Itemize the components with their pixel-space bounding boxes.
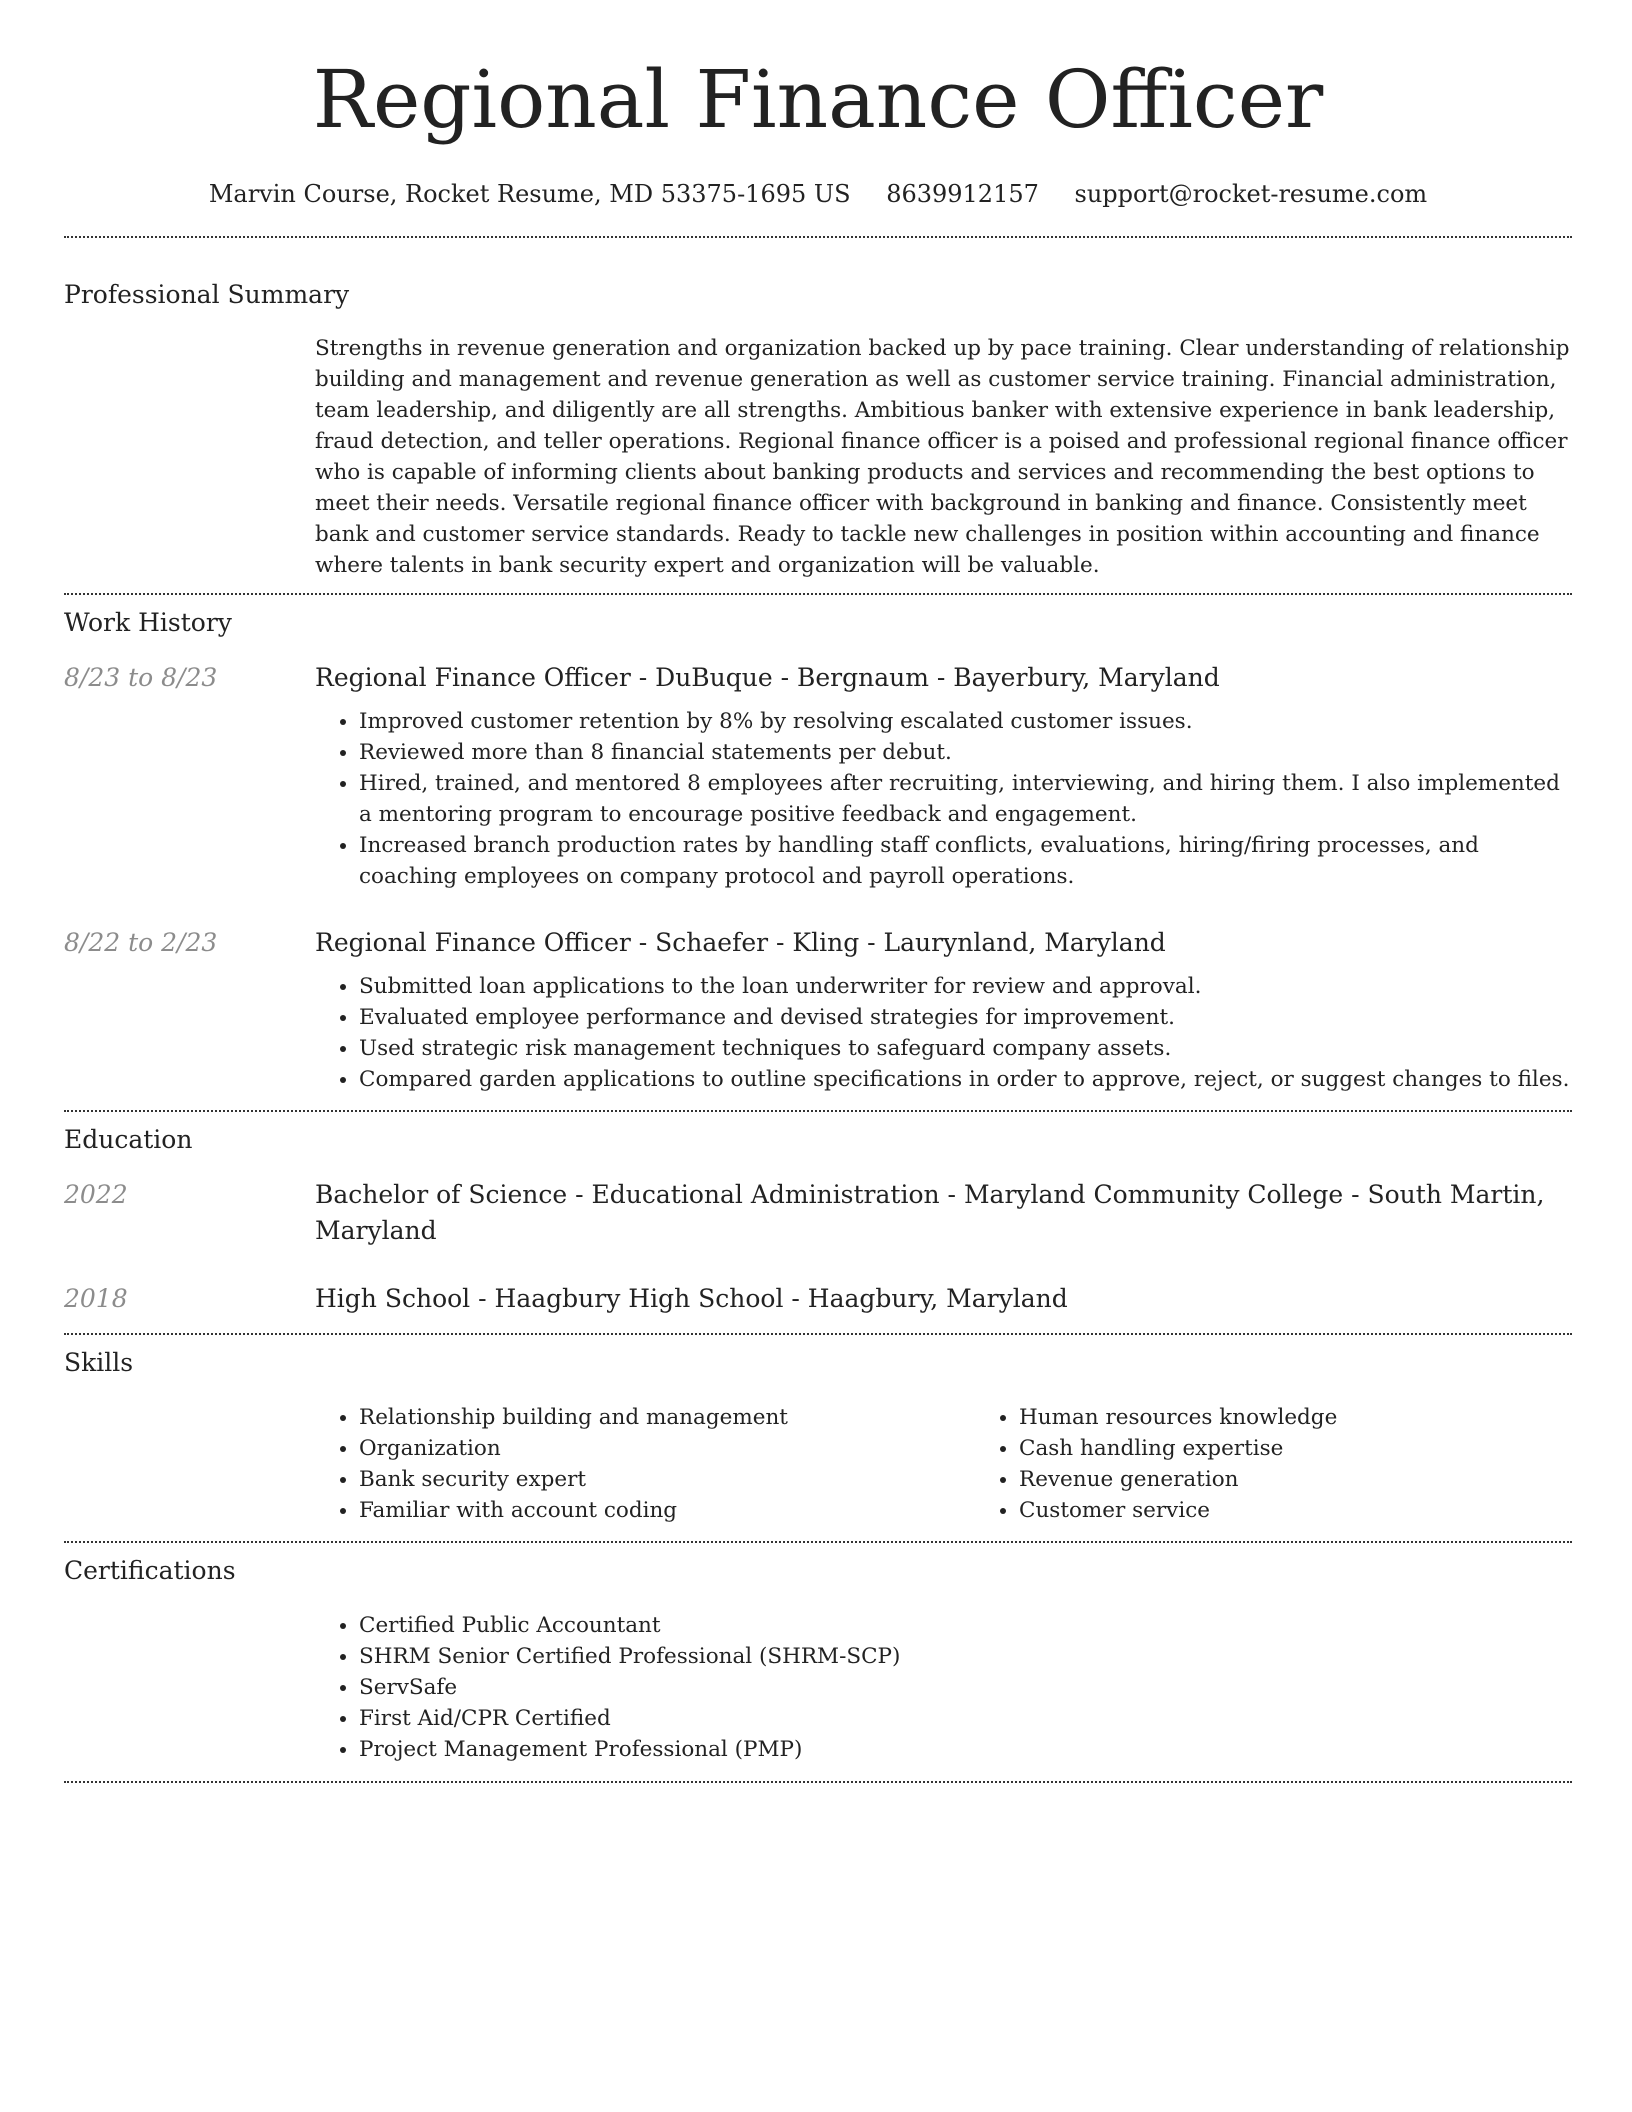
resume-page [64, 0, 1572, 1783]
certification-item: • Certified Public Accountant [359, 1610, 1572, 1641]
job-bullets [315, 971, 1572, 1095]
certification-item: • First Aid/CPR Certified [359, 1703, 1572, 1734]
summary-section [64, 238, 1572, 581]
job-bullet: • Hired, trained, and mentored 8 employees after recruiting, interviewing, and hiring them. I also implemented a mentoring program to encourage positive feedback and engagement. [359, 768, 1572, 830]
work-history-section [64, 595, 1572, 1095]
job-details: - Schaefer - Kling - Laurynland, Maryland [630, 928, 1166, 957]
certification-item: • SHRM Senior Certified Professional (SHRM-SCP) [359, 1641, 1572, 1672]
skills-heading: Skills [64, 1348, 134, 1377]
skill-item: • Human resources knowledge [1019, 1402, 1632, 1433]
job-bullet: • Evaluated employee performance and devised strategies for improvement. [359, 1002, 1572, 1033]
certification-item: • Project Management Professional (PMP) [359, 1734, 1572, 1765]
education-details: - Maryland Community College - South Martin, Maryland [315, 1180, 1545, 1245]
education-degree: High School [315, 1284, 471, 1313]
contact-email: support@rocket-resume.com [1074, 180, 1428, 208]
contact-phone: 8639912157 [886, 180, 1039, 208]
skills-list-left [315, 1402, 975, 1526]
job-bullet: • Compared garden applications to outline specifications in order to approve, reject, or suggest changes to files. [359, 1064, 1572, 1095]
education-entry [64, 1177, 1572, 1249]
job-bullet: • Increased branch production rates by handling staff conflicts, evaluations, hiring/firing processes, and coaching employees on company protocol and payroll operations. [359, 830, 1572, 892]
contact-line [64, 178, 1572, 210]
education-entry [64, 1281, 1572, 1317]
job-dates: 8/22 to 2/23 [64, 928, 218, 957]
work-history-heading: Work History [64, 608, 232, 637]
job-bullet: • Submitted loan applications to the loan underwriter for review and approval. [359, 971, 1572, 1002]
summary-text: Strengths in revenue generation and organization backed up by pace training. Clear understanding of relationship building and management and revenue generation as well as customer service training. Financial administration, team leadership, and diligently are all strengths. Ambitious banker with extensive experience in bank leadership, fraud detection, and teller operations. Regional finance officer is a poised and professional regional finance officer who is capable of informing clients about banking products and services and recommending the best options to meet their needs. Versatile regional finance officer with background in banking and finance. Consistently meet bank and customer service standards. Ready to tackle new challenges in position within accounting and finance where talents in bank security expert and organization will be valuable. [315, 336, 1570, 578]
job-entry [64, 925, 1572, 1095]
job-bullets [315, 706, 1572, 892]
education-year: 2022 [64, 1180, 128, 1209]
skill-item: • Familiar with account coding [359, 1495, 975, 1526]
job-details: - DuBuque - Bergnaum - Bayerbury, Maryland [630, 663, 1220, 692]
summary-heading: Professional Summary [64, 280, 350, 309]
contact-address: Marvin Course, Rocket Resume, MD 53375-1695 US [208, 180, 851, 208]
certifications-section [64, 1543, 1572, 1765]
job-bullet: • Reviewed more than 8 financial statements per debut. [359, 737, 1572, 768]
skill-item: • Revenue generation [1019, 1464, 1632, 1495]
job-dates: 8/23 to 8/23 [64, 663, 218, 692]
job-role: Regional Finance Officer [315, 928, 631, 957]
job-bullet: • Improved customer retention by 8% by resolving escalated customer issues. [359, 706, 1572, 737]
education-heading: Education [64, 1125, 193, 1154]
job-entry [64, 660, 1572, 892]
certifications-heading: Certifications [64, 1556, 236, 1585]
education-heading-line [315, 1281, 1572, 1317]
job-bullet: • Used strategic risk management techniques to safeguard company assets. [359, 1033, 1572, 1064]
skills-list-right [975, 1402, 1632, 1526]
job-heading [315, 925, 1572, 961]
education-degree: Bachelor of Science - Educational Administration [315, 1180, 940, 1209]
skill-item: • Customer service [1019, 1495, 1632, 1526]
skill-item: • Relationship building and management [359, 1402, 975, 1433]
education-details: - Haagbury High School - Haagbury, Maryland [470, 1284, 1068, 1313]
skills-section [64, 1335, 1572, 1526]
education-heading-line [315, 1177, 1572, 1249]
job-heading [315, 660, 1572, 696]
skill-item: • Cash handling expertise [1019, 1433, 1632, 1464]
skill-item: • Bank security expert [359, 1464, 975, 1495]
certifications-list [315, 1610, 1572, 1765]
resume-title: Regional Finance Officer [312, 53, 1324, 146]
skill-item: • Organization [359, 1433, 975, 1464]
certification-item: • ServSafe [359, 1672, 1572, 1703]
education-year: 2018 [64, 1284, 128, 1313]
job-role: Regional Finance Officer [315, 663, 631, 692]
divider [64, 1781, 1572, 1783]
education-section [64, 1112, 1572, 1317]
